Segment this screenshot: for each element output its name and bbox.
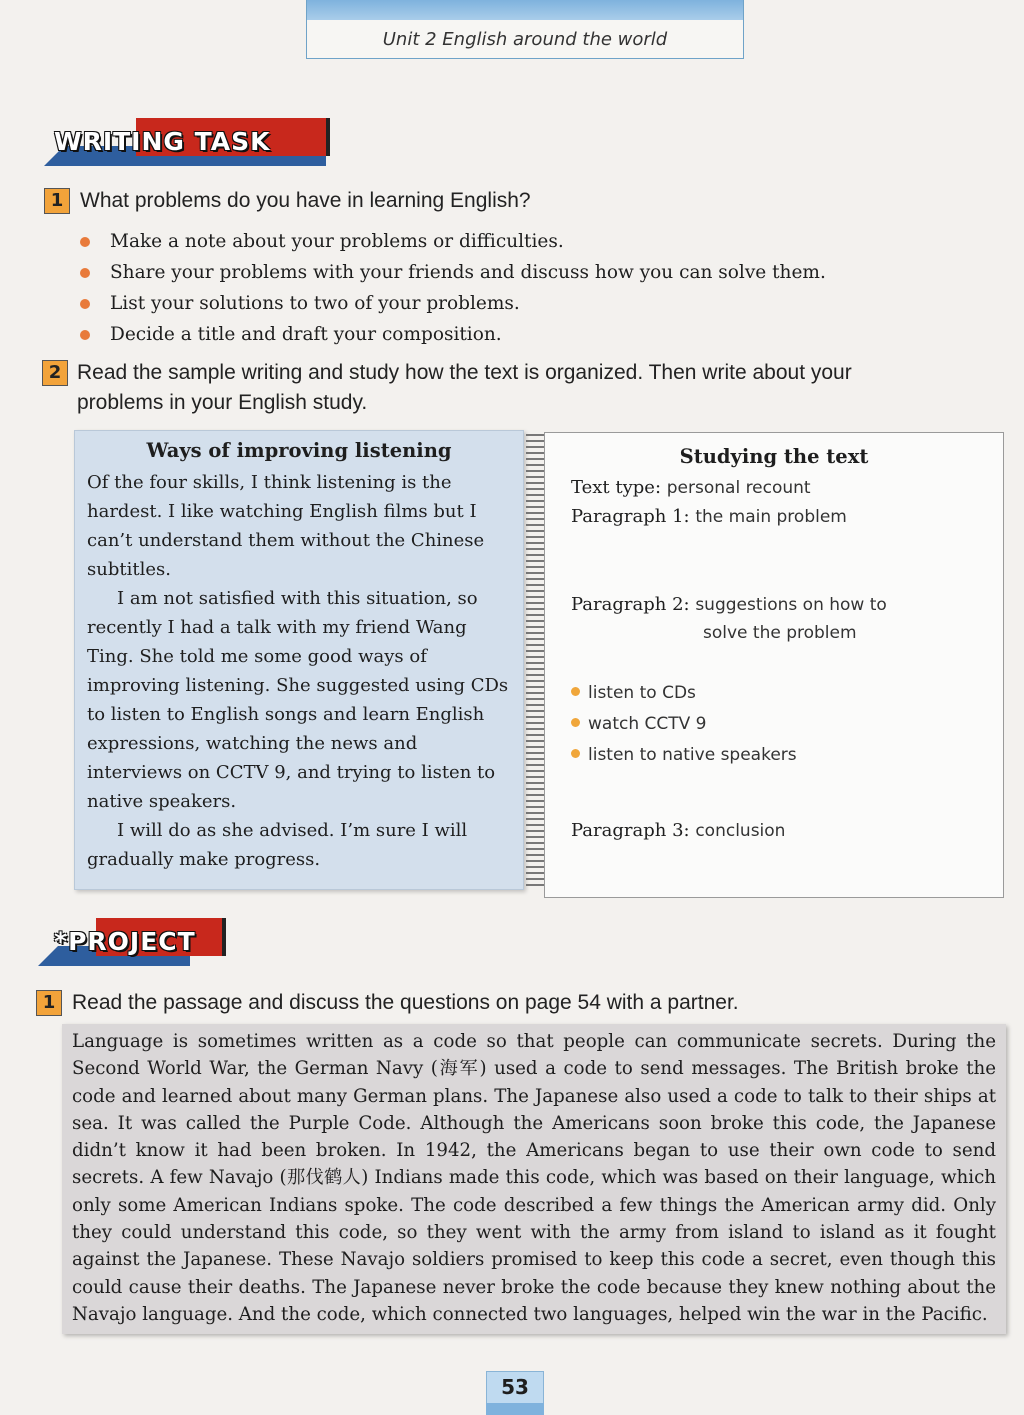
- sample-title: Ways of improving listening: [146, 439, 452, 462]
- task-bullet-list: [80, 226, 980, 350]
- project-star: *: [54, 927, 69, 956]
- paragraph-3-value: conclusion: [695, 821, 786, 841]
- water-illustration: [307, 0, 743, 20]
- list-item: Make a note about your problems or difficulties.: [80, 226, 980, 257]
- paragraph-1-label: Paragraph 1:: [571, 506, 690, 527]
- unit-title: Unit 2 English around the world: [382, 29, 668, 50]
- notebook-spiral: [526, 434, 544, 890]
- text-type-label: Text type:: [571, 477, 662, 498]
- sample-writing-box: [74, 430, 524, 890]
- writing-task-banner: [44, 118, 334, 166]
- sample-paragraph-3: I will do as she advised. I’m sure I will gradually make progress.: [87, 820, 468, 870]
- project-banner: [38, 918, 228, 966]
- question-1-text: What problems do you have in learning English?: [80, 189, 531, 212]
- paragraph-3-label: Paragraph 3:: [571, 820, 690, 841]
- footer-bar: [486, 1403, 544, 1415]
- paragraph-2-value-line1: suggestions on how to: [695, 595, 887, 615]
- sample-paragraph-2: I am not satisfied with this situation, so recently I had a talk with my friend Wang Ting. She told me some good ways of improving listening. She suggested using CDs to listen to English songs and learn English expressions, watching the news and interviews on CCTV 9, and trying to listen to native speakers.: [87, 588, 509, 812]
- page-number: 53: [486, 1371, 544, 1405]
- project-label: *PROJECT: [54, 927, 196, 956]
- passage-text: Language is sometimes written as a code so that people can communicate secrets. During the Second World War, the German Navy (海军) used a code to send messages. The British broke the code and learned about many German plans. The Japanese also used a code to talk to their ships at sea. It was called the Purple Code. Although the Americans soon broke this code, the Japanese didn’t know it had been broken. In 1942, the Americans began to use their own code to send secrets. A few Navajo (那伐鹤人) Indians made this code, which was based on their language, which only some American Indians spoke. The code described a few things the American army did. Only they could understand this code, so they went with the army from island to island as it fought against the Japanese. These Navajo soldiers promised to keep this code a secret, even though this could cause their deaths. The Japanese never broke the code because they knew nothing about the Navajo language. And the code, which connected two languages, helped win the war in the Pacific.: [72, 1031, 996, 1325]
- question-number-badge: 1: [44, 188, 70, 214]
- paragraph-1-value: the main problem: [695, 507, 847, 527]
- suggestion-item: listen to CDs: [571, 683, 696, 703]
- suggestion-item: listen to native speakers: [571, 745, 797, 765]
- list-item: Share your problems with your friends and discuss how you can solve them.: [80, 257, 980, 288]
- paragraph-2-label: Paragraph 2:: [571, 594, 690, 615]
- question-2-text-line1: Read the sample writing and study how the text is organized. Then write about your: [77, 361, 852, 384]
- text-type-value: personal recount: [666, 478, 811, 498]
- question-number-badge: 2: [42, 360, 68, 386]
- list-item: Decide a title and draft your composition.: [80, 319, 980, 350]
- paragraph-2-value-line2: solve the problem: [703, 623, 857, 643]
- writing-task-label: WRITING TASK: [54, 127, 271, 156]
- list-item: List your solutions to two of your problems.: [80, 288, 980, 319]
- suggestion-item: watch CCTV 9: [571, 714, 707, 734]
- sample-paragraph-1: Of the four skills, I think listening is the hardest. I like watching English films but I can’t understand them without the Chinese subtitles.: [87, 472, 485, 580]
- project-question-1-text: Read the passage and discuss the questions on page 54 with a partner.: [72, 991, 739, 1014]
- studying-the-text-box: [544, 432, 1004, 898]
- question-2-text-line2: problems in your English study.: [77, 391, 368, 414]
- question-number-badge: 1: [36, 990, 62, 1016]
- passage-box: [62, 1024, 1006, 1334]
- study-title: Studying the text: [679, 445, 869, 468]
- unit-header-tab: [306, 0, 744, 59]
